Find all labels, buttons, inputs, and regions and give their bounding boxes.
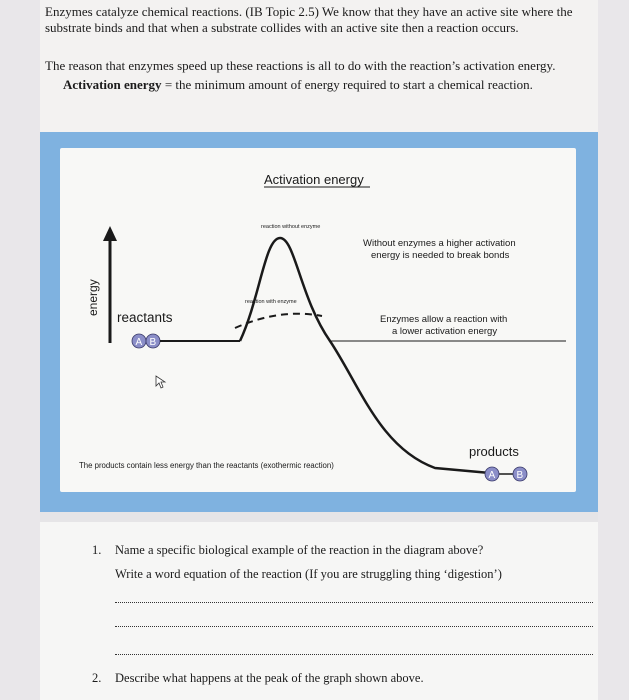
definition-text: = the minimum amount of energy required to start a chemical reaction.: [161, 77, 533, 92]
reactants-label: reactants: [117, 310, 173, 325]
activation-energy-definition: [45, 77, 593, 93]
intro-text-block: [45, 4, 593, 93]
product-molecule-a-label: A: [488, 470, 496, 481]
diagram-svg: [60, 148, 576, 492]
question-2-text: Describe what happens at the peak of the graph shown above.: [115, 671, 424, 685]
section-gap: [40, 512, 598, 522]
answer-line-2[interactable]: [115, 626, 593, 627]
questions-section: [40, 522, 598, 700]
intro-paragraph-1: Enzymes catalyze chemical reactions. (IB Topic 2.5) We know that they have an active site where the substrate binds and that when a substrate collides with an active site then a reaction occurs.: [45, 4, 573, 35]
question-1-subtext: Write a word equation of the reaction (If you are struggling thing ‘digestion’): [115, 567, 502, 581]
exothermic-note: The products contain less energy than the reactants (exothermic reaction): [79, 461, 334, 470]
energy-axis-arrowhead: [103, 226, 117, 241]
product-molecule-b-label: B: [516, 470, 524, 481]
intro-paragraph-2: The reason that enzymes speed up these reactions is all to do with the reaction’s activation energy.: [45, 58, 556, 73]
note-with-enzyme-line-2: a lower activation energy: [392, 326, 498, 337]
energy-axis-label: energy: [86, 279, 100, 316]
answer-line-3[interactable]: [115, 654, 593, 655]
peak-without-enzyme-label: reaction without enzyme: [261, 224, 321, 230]
peak-with-enzyme-label: reaction with enzyme: [245, 299, 297, 305]
question-2-number: 2.: [92, 671, 102, 685]
reactant-molecule-b-label: B: [149, 337, 157, 348]
definition-term: Activation energy: [63, 77, 162, 92]
curve-without-enzyme: [240, 238, 490, 473]
products-label: products: [469, 444, 519, 459]
mouse-cursor-icon: [156, 376, 165, 388]
answer-line-1[interactable]: [115, 602, 593, 603]
question-1-text: Name a specific biological example of the reaction in the diagram above?: [115, 543, 484, 557]
diagram-title: Activation energy: [264, 172, 364, 187]
question-1-number: 1.: [92, 543, 102, 557]
note-without-enzyme-line-1: Without enzymes a higher activation: [363, 238, 516, 249]
note-with-enzyme-line-1: Enzymes allow a reaction with: [380, 314, 508, 325]
reactant-molecule-a-label: A: [135, 337, 143, 348]
note-without-enzyme-line-2: energy is needed to break bonds: [371, 250, 510, 261]
activation-energy-diagram: [60, 148, 576, 492]
